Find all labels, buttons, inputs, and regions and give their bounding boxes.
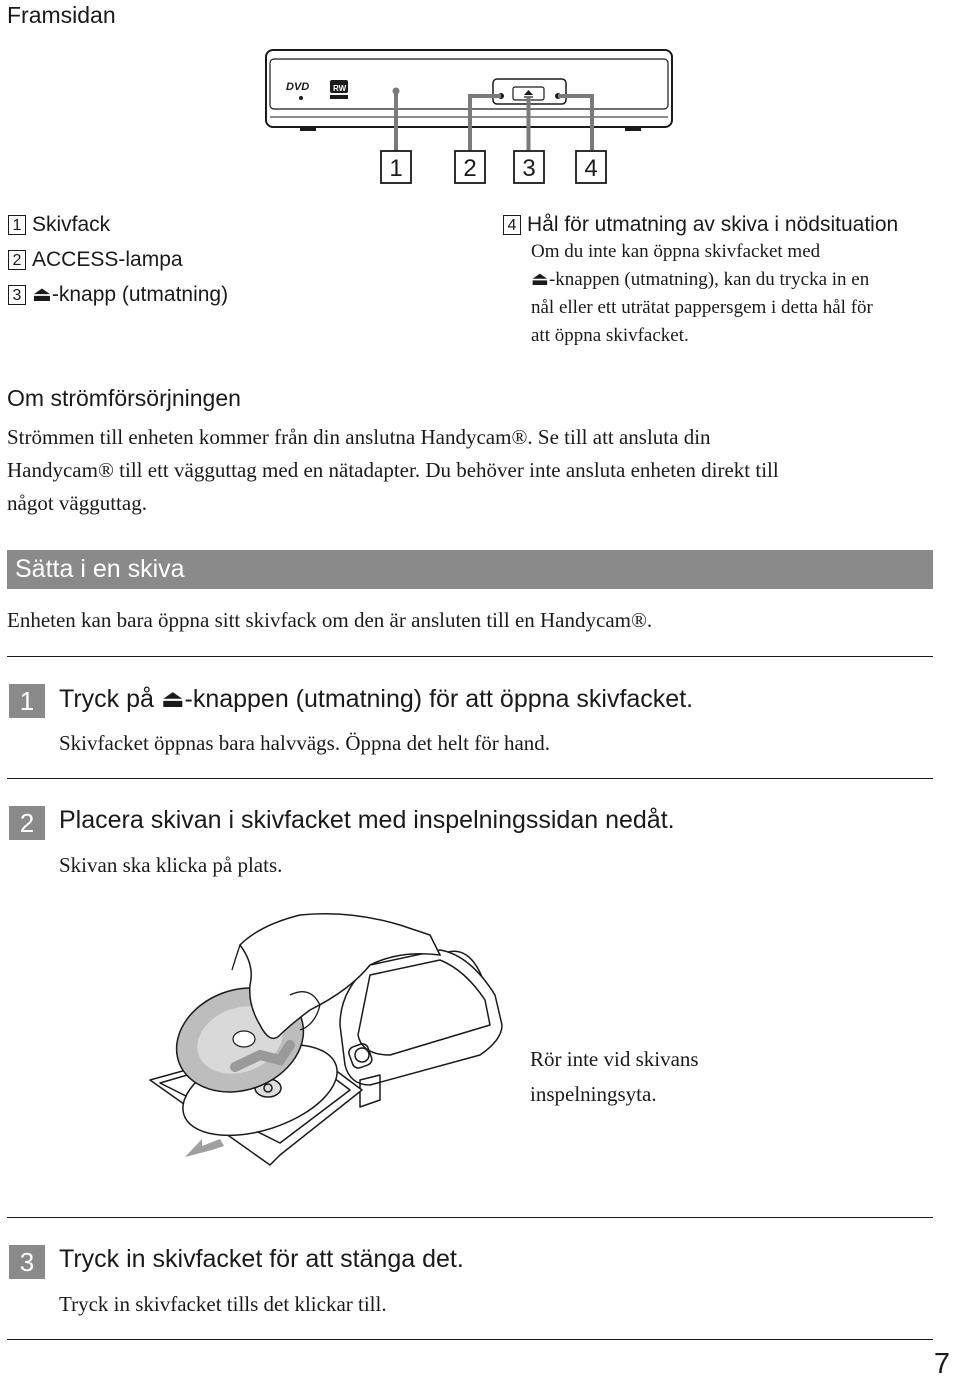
legend-item-1 (8, 207, 228, 242)
legend-number: 2 (8, 250, 26, 270)
power-heading: Om strömförsörjningen (7, 385, 241, 411)
caption-line: inspelningsyta. (530, 1082, 657, 1106)
legend-label: Hål för utmatning av skiva i nödsituation (527, 213, 899, 236)
divider (7, 1339, 933, 1340)
drive-front-diagram (260, 45, 680, 195)
callout-3: 3 (522, 155, 536, 182)
rw-logo (330, 80, 348, 99)
legend-label: ⏏-knapp (utmatning) (32, 283, 229, 306)
description-line: att öppna skivfacket. (531, 325, 689, 346)
step-number-2: 2 (9, 806, 45, 840)
step-2-title: Placera skivan i skivfacket med inspelningssidan nedåt. (59, 806, 675, 834)
caption-line: Rör inte vid skivans (530, 1047, 699, 1071)
power-line: Strömmen till enheten kommer från din anslutna Handycam®. Se till att ansluta din (7, 425, 711, 449)
rw-logo-text: RW (333, 84, 347, 93)
step-2-detail: Skivan ska klicka på plats. (59, 853, 283, 877)
legend-item-4-heading (503, 207, 943, 242)
description-line: Om du inte kan öppna skivfacket med (531, 241, 821, 262)
legend-item-2 (8, 242, 228, 277)
section-title-front: Framsidan (7, 2, 116, 28)
legend-number: 3 (8, 285, 26, 305)
legend-number: 4 (503, 215, 521, 235)
step-1-detail: Skivfacket öppnas bara halvvägs. Öppna det helt för hand. (59, 731, 551, 755)
step-number-1: 1 (9, 684, 45, 718)
insert-intro: Enheten kan bara öppna sitt skivfack om den är ansluten till en Handycam®. (7, 608, 653, 632)
divider (7, 778, 933, 779)
legend-list (8, 207, 228, 312)
legend-label: ACCESS-lampa (32, 248, 183, 271)
page-number: 7 (933, 1348, 950, 1380)
description-line: nål eller ett uträtat pappersgem i detta hål för (531, 297, 873, 318)
illustration-caption (530, 1042, 699, 1112)
step-1-title: Tryck på ⏏-knappen (utmatning) för att öppna skivfacket. (59, 685, 694, 713)
divider (7, 1217, 933, 1218)
step-3-title: Tryck in skivfacket för att stänga det. (59, 1245, 464, 1273)
insert-arrow-icon (185, 1139, 224, 1157)
description-line: ⏏-knappen (utmatning), kan du trycka in en (531, 269, 870, 290)
disc-insertion-illustration (140, 895, 520, 1195)
callout-1: 1 (389, 155, 403, 182)
legend-item-4 (503, 207, 943, 350)
callout-4: 4 (584, 155, 598, 182)
power-paragraph (7, 421, 947, 520)
insert-disc-heading: Sätta i en skiva (7, 550, 933, 589)
callout-2: 2 (463, 155, 477, 182)
step-number-3: 3 (9, 1245, 45, 1279)
divider (7, 656, 933, 657)
power-line: Handycam® till ett vägguttag med en nätadapter. Du behöver inte ansluta enheten direkt till (7, 458, 779, 482)
step-3-detail: Tryck in skivfacket tills det klickar till. (59, 1292, 387, 1316)
dvd-logo-text: DVD (286, 81, 310, 93)
legend-item-3 (8, 277, 228, 312)
legend-item-4-description (503, 238, 943, 350)
legend-number: 1 (8, 215, 26, 235)
power-line: något vägguttag. (7, 491, 147, 515)
legend-label: Skivfack (32, 213, 111, 236)
